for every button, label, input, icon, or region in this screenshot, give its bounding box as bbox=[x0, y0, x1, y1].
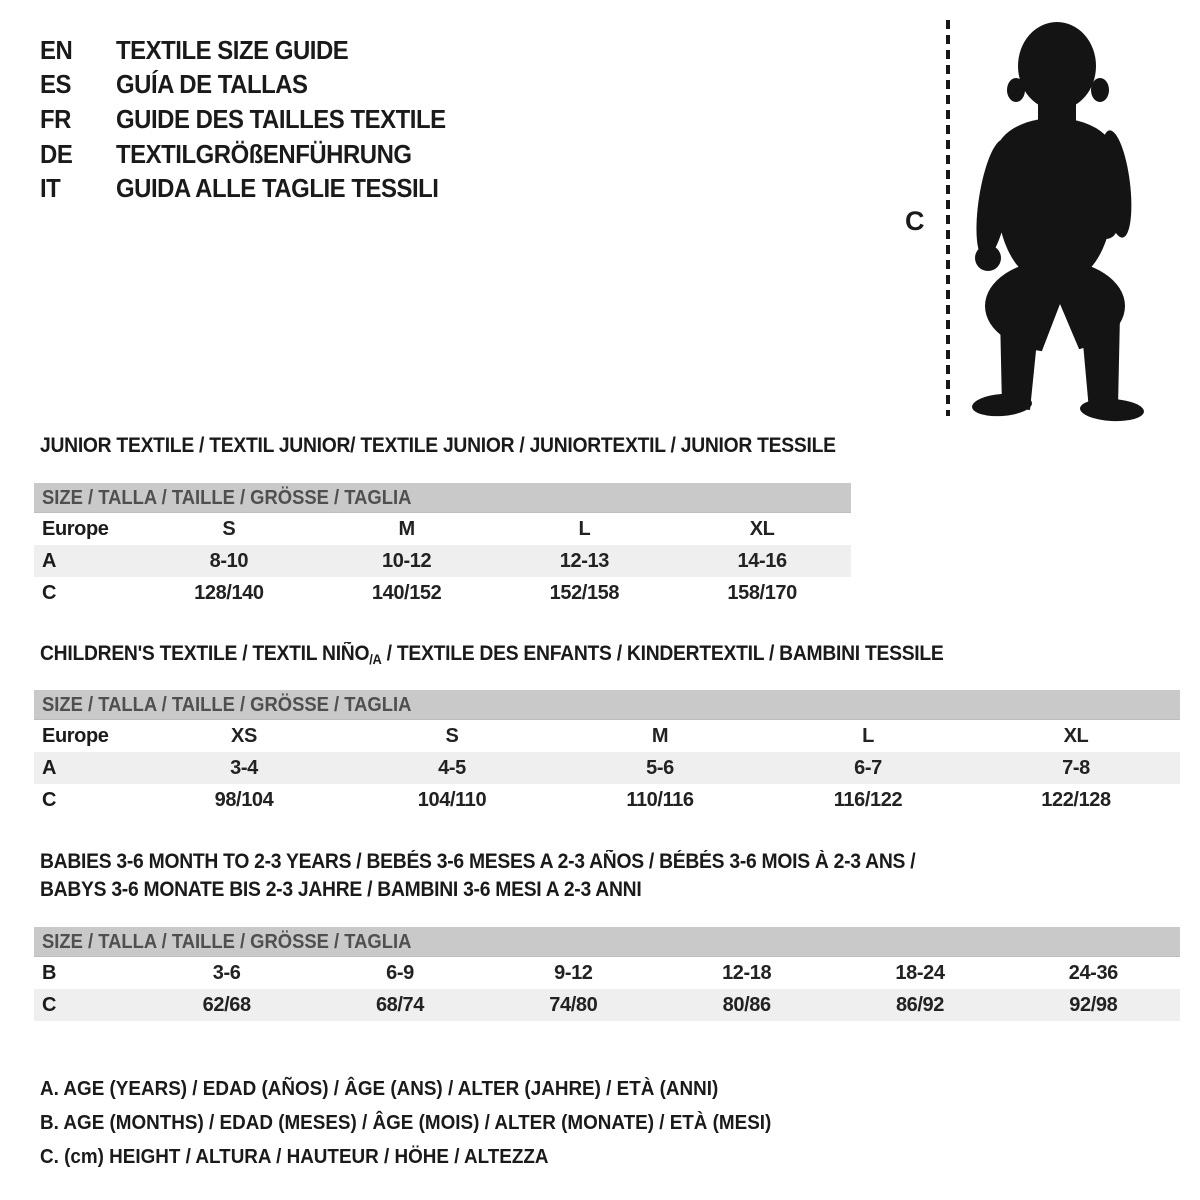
table-row-europe bbox=[34, 720, 1180, 752]
age-value: 12-18 bbox=[722, 961, 772, 984]
size-value: L bbox=[578, 517, 591, 540]
height-value: 98/104 bbox=[214, 788, 274, 811]
age-value: 14-16 bbox=[737, 549, 787, 572]
section-title-junior: JUNIOR TEXTILE / TEXTIL JUNIOR/ TEXTILE JUNIOR / JUNIORTEXTIL / JUNIOR TESSILE bbox=[40, 434, 836, 457]
language-row bbox=[40, 33, 474, 68]
height-value: 152/158 bbox=[549, 581, 620, 604]
language-title: GUÍA DE TALLAS bbox=[116, 69, 308, 100]
height-value: 86/92 bbox=[895, 993, 945, 1016]
size-header-bar bbox=[34, 483, 851, 513]
language-row bbox=[40, 137, 474, 172]
junior-size-table bbox=[34, 483, 851, 609]
table-row-europe bbox=[34, 513, 851, 545]
size-value: S bbox=[222, 517, 236, 540]
section-title-children-sub: /A bbox=[369, 651, 382, 667]
language-title: GUIDE DES TAILLES TEXTILE bbox=[116, 103, 446, 134]
legend bbox=[40, 1072, 835, 1174]
height-value: 122/128 bbox=[1041, 788, 1111, 811]
height-value: 68/74 bbox=[375, 993, 425, 1016]
age-value: 18-24 bbox=[895, 961, 945, 984]
size-value: XS bbox=[231, 724, 257, 747]
children-size-table bbox=[34, 690, 1180, 816]
section-title-babies-line1: BABIES 3-6 MONTH TO 2-3 YEARS / BEBÉS 3-6 MESES A 2-3 AÑOS / BÉBÉS 3-6 MOIS À 2-3 ANS / bbox=[40, 850, 916, 873]
height-value: 128/140 bbox=[194, 581, 264, 604]
section-title-babies bbox=[40, 848, 1200, 904]
row-label: B bbox=[42, 961, 57, 984]
height-value: 62/68 bbox=[202, 993, 251, 1016]
size-value: XL bbox=[1063, 724, 1089, 747]
table-row-age bbox=[34, 545, 851, 577]
size-header-text: SIZE / TALLA / TAILLE / GRÖSSE / TAGLIA bbox=[42, 931, 412, 953]
size-header-text: SIZE / TALLA / TAILLE / GRÖSSE / TAGLIA bbox=[42, 694, 412, 716]
age-value: 3-6 bbox=[212, 961, 241, 984]
section-title-children bbox=[40, 642, 944, 666]
language-title-list bbox=[40, 33, 474, 206]
row-label: C bbox=[42, 993, 57, 1016]
row-label: C bbox=[42, 788, 57, 811]
language-title: TEXTILE SIZE GUIDE bbox=[116, 34, 349, 65]
toddler-silhouette-icon bbox=[960, 16, 1150, 422]
size-value: M bbox=[398, 517, 415, 540]
language-title: GUIDA ALLE TAGLIE TESSILI bbox=[116, 173, 439, 204]
size-value: L bbox=[862, 724, 874, 747]
language-row bbox=[40, 171, 474, 206]
size-header-text: SIZE / TALLA / TAILLE / GRÖSSE / TAGLIA bbox=[42, 487, 412, 509]
row-label: Europe bbox=[42, 517, 109, 540]
language-code: DE bbox=[40, 138, 73, 169]
babies-size-table bbox=[34, 927, 1180, 1021]
height-value: 140/152 bbox=[371, 581, 442, 604]
height-marker-label: C bbox=[905, 206, 925, 236]
table-row-height bbox=[34, 989, 1180, 1021]
language-code: EN bbox=[40, 34, 73, 65]
age-value: 24-36 bbox=[1068, 961, 1118, 984]
section-title-children-part2: / TEXTILE DES ENFANTS / KINDERTEXTIL / BAMBINI TESSILE bbox=[381, 642, 944, 665]
table-row-height bbox=[34, 577, 851, 609]
height-value: 116/122 bbox=[833, 788, 903, 811]
legend-line-c: C. (cm) HEIGHT / ALTURA / HAUTEUR / HÖHE / ALTEZZA bbox=[40, 1145, 549, 1168]
language-code: FR bbox=[40, 103, 71, 134]
age-value: 3-4 bbox=[230, 756, 258, 779]
age-value: 5-6 bbox=[646, 756, 674, 779]
height-value: 110/116 bbox=[626, 788, 694, 811]
age-value: 10-12 bbox=[382, 549, 432, 572]
size-value: XL bbox=[749, 517, 775, 540]
language-row bbox=[40, 102, 474, 137]
language-title: TEXTILGRÖßENFÜHRUNG bbox=[116, 138, 412, 169]
age-value: 9-12 bbox=[554, 961, 593, 984]
height-measure-dashed-line bbox=[946, 20, 950, 416]
legend-line-b: B. AGE (MONTHS) / EDAD (MESES) / ÂGE (MOIS) / ALTER (MONATE) / ETÀ (MESI) bbox=[40, 1111, 772, 1134]
age-value: 12-13 bbox=[559, 549, 609, 572]
height-value: 104/110 bbox=[417, 788, 487, 811]
size-value: S bbox=[445, 724, 459, 747]
row-label: Europe bbox=[42, 724, 109, 747]
legend-line-a: A. AGE (YEARS) / EDAD (AÑOS) / ÂGE (ANS) / ALTER (JAHRE) / ETÀ (ANNI) bbox=[40, 1077, 719, 1100]
age-value: 8-10 bbox=[209, 549, 249, 572]
size-header-bar bbox=[34, 927, 1180, 957]
size-header-bar bbox=[34, 690, 1180, 720]
size-value: M bbox=[651, 724, 669, 747]
row-label: A bbox=[42, 756, 57, 779]
row-label: A bbox=[42, 549, 57, 572]
language-code: ES bbox=[40, 69, 71, 100]
language-code: IT bbox=[40, 173, 61, 204]
table-row-height bbox=[34, 784, 1180, 816]
section-title-babies-line2: BABYS 3-6 MONATE BIS 2-3 JAHRE / BAMBINI 3-6 MESI A 2-3 ANNI bbox=[40, 878, 642, 901]
age-value: 6-7 bbox=[854, 756, 882, 779]
height-value: 158/170 bbox=[727, 581, 797, 604]
height-value: 92/98 bbox=[1069, 993, 1118, 1016]
height-value: 74/80 bbox=[549, 993, 598, 1016]
table-row-age bbox=[34, 752, 1180, 784]
height-value: 80/86 bbox=[722, 993, 771, 1016]
table-row-age-months bbox=[34, 957, 1180, 989]
section-title-children-part1: CHILDREN'S TEXTILE / TEXTIL NIÑO bbox=[40, 642, 370, 665]
row-label: C bbox=[42, 581, 57, 604]
age-value: 7-8 bbox=[1062, 756, 1090, 779]
age-value: 6-9 bbox=[386, 961, 414, 984]
age-value: 4-5 bbox=[438, 756, 466, 779]
language-row bbox=[40, 68, 474, 103]
